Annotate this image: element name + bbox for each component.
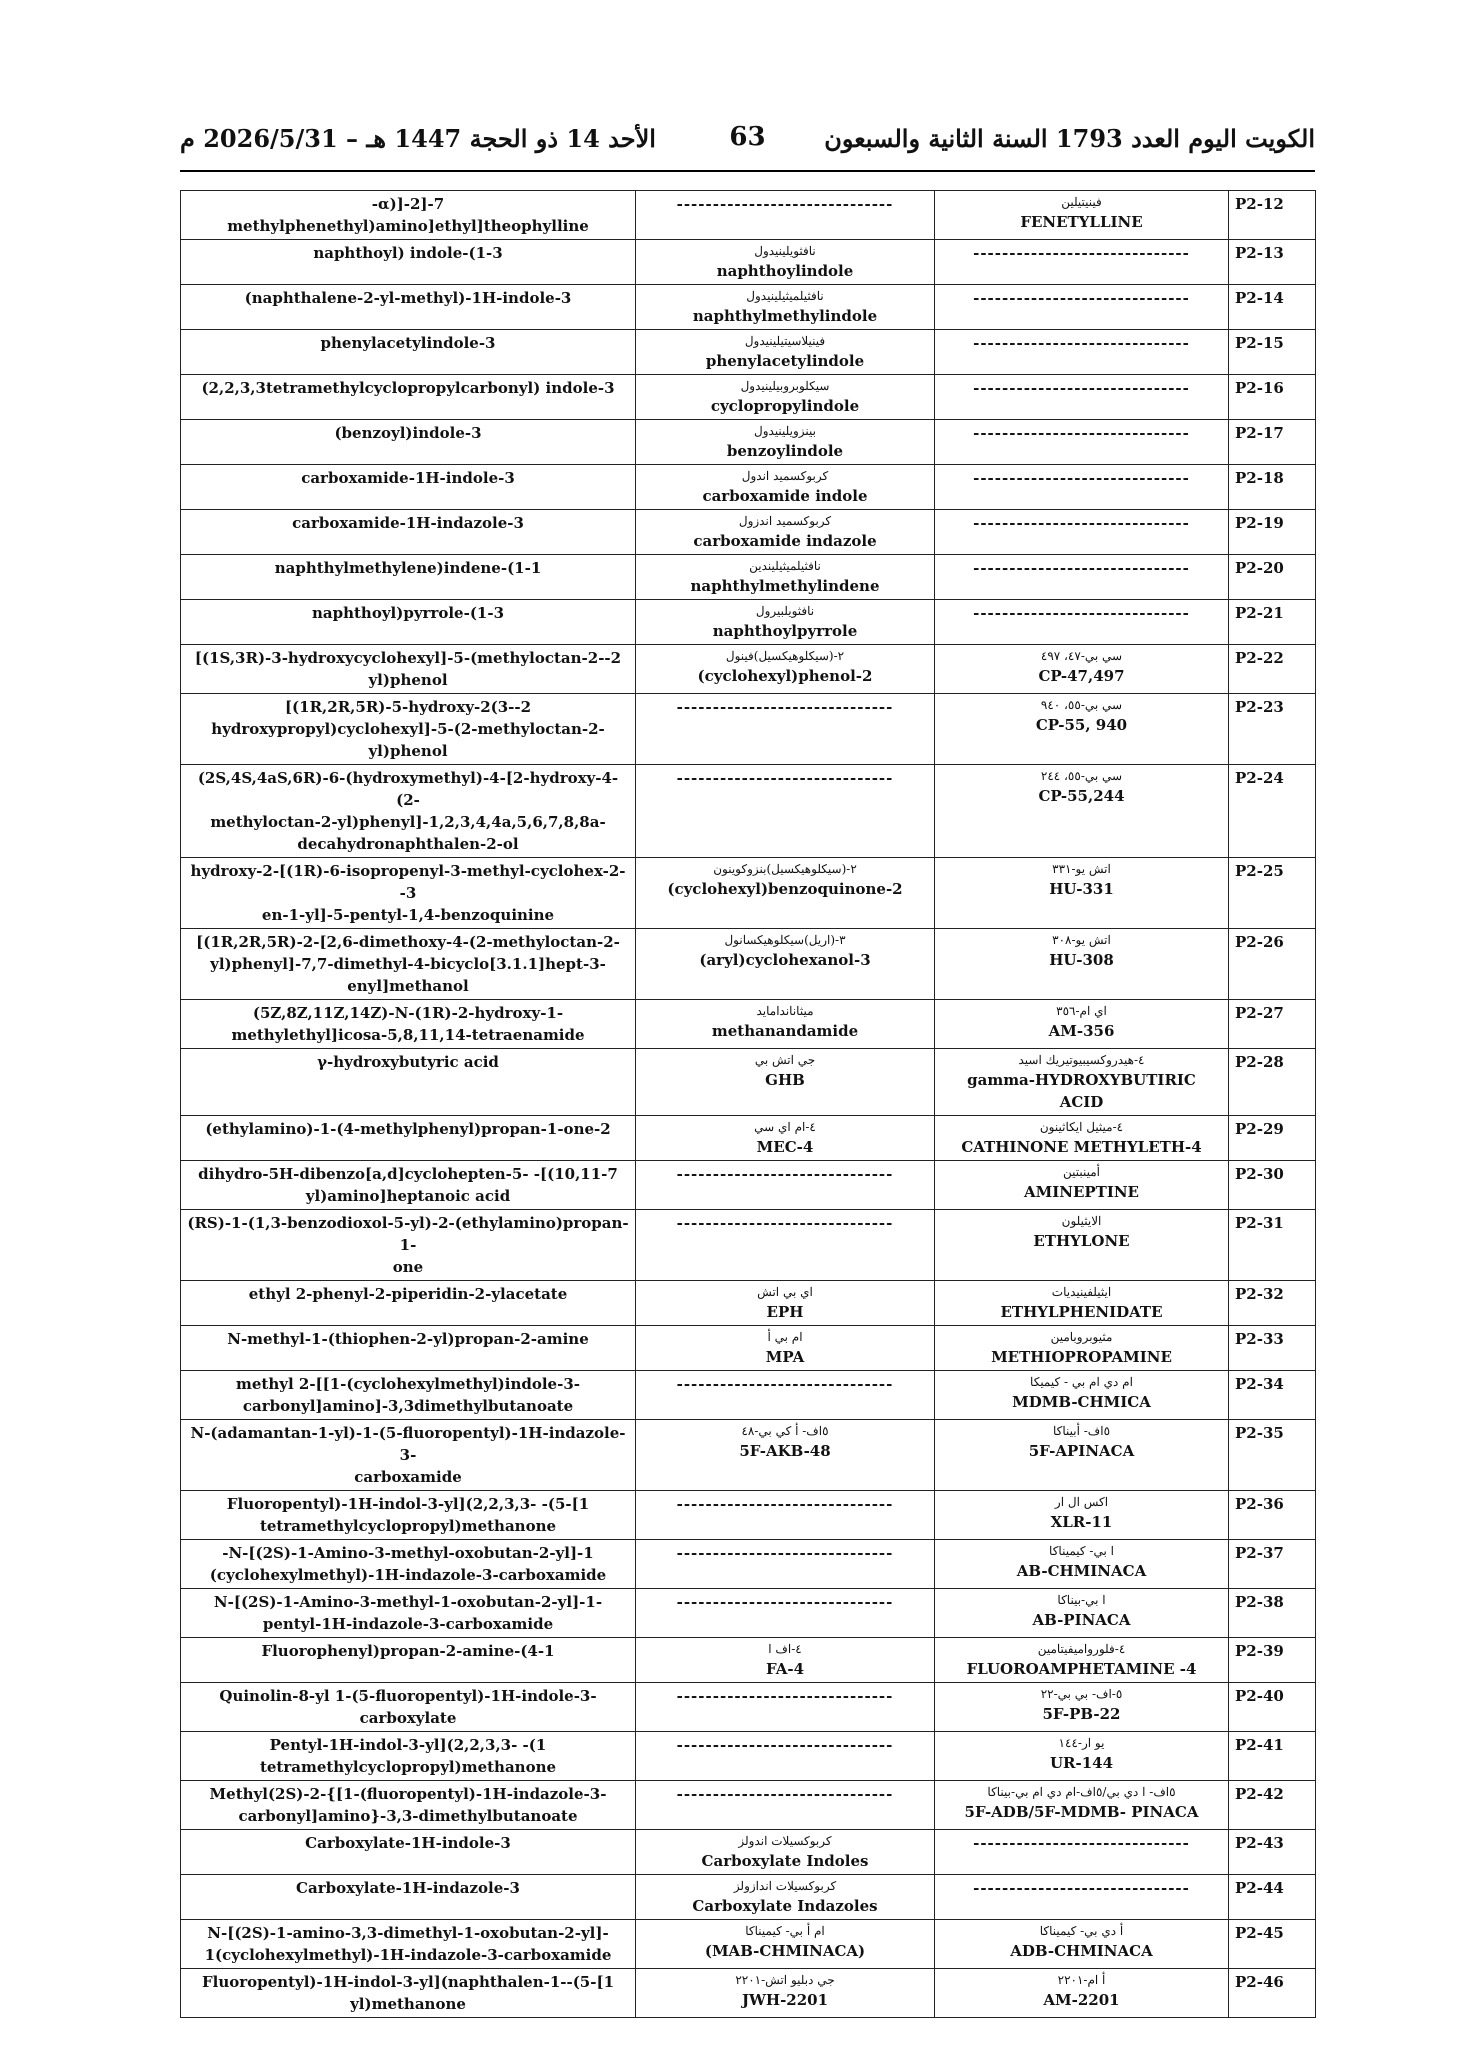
international-name-empty-dashes: ------------------------------: [935, 1830, 1229, 1875]
common-name-cell: [636, 1281, 935, 1326]
schedule-code-cell: P2-32: [1229, 1281, 1316, 1326]
common-name-english: (aryl)cyclohexanol-3: [699, 951, 871, 969]
schedule-code-cell: P2-38: [1229, 1589, 1316, 1638]
international-name-empty-dashes: ------------------------------: [935, 330, 1229, 375]
common-name-empty-dashes: ------------------------------: [636, 1161, 935, 1210]
common-name-empty-dashes: ------------------------------: [636, 1210, 935, 1281]
chemical-name-cell: N-(adamantan-1-yl)-1-(5-fluoropentyl)-1H-indazole-3- carboxamide: [181, 1420, 636, 1491]
international-name-cell: [935, 1326, 1229, 1371]
table-row: [181, 555, 1316, 600]
common-name-empty-dashes: ------------------------------: [636, 1732, 935, 1781]
international-name-english: CATHINONE METHYLETH-4: [961, 1138, 1202, 1156]
schedule-code-cell: P2-26: [1229, 929, 1316, 1000]
international-name-cell: [935, 1281, 1229, 1326]
international-name-arabic: اتش يو-٣٠٨: [1052, 933, 1111, 947]
common-name-arabic: ٤-ام اي سي: [754, 1120, 816, 1134]
international-name-cell: [935, 1049, 1229, 1116]
schedule-code-cell: P2-19: [1229, 510, 1316, 555]
schedule-code-cell: P2-43: [1229, 1830, 1316, 1875]
international-name-cell: [935, 765, 1229, 858]
common-name-english: Carboxylate Indazoles: [692, 1897, 878, 1915]
common-name-empty-dashes: ------------------------------: [636, 694, 935, 765]
international-name-arabic: يو ار-١٤٤: [1058, 1736, 1105, 1750]
schedule-code-cell: P2-44: [1229, 1875, 1316, 1920]
international-name-arabic: ٥-اف- بي بي-٢٢: [1040, 1687, 1123, 1701]
international-name-cell: [935, 1000, 1229, 1049]
schedule-code-cell: P2-13: [1229, 240, 1316, 285]
chemical-name-cell: N-[(2S)-1-Amino-3-methyl-1-oxobutan-2-yl]-1- pentyl-1H-indazole-3-carboxamide: [181, 1589, 636, 1638]
international-name-cell: [935, 1781, 1229, 1830]
common-name-empty-dashes: ------------------------------: [636, 191, 935, 240]
common-name-arabic: نافثيلميثيليندين: [749, 559, 821, 573]
chemical-name-cell: naphthylmethylene)indene-(1-1: [181, 555, 636, 600]
international-name-arabic: ا بي- كيميناكا: [1049, 1544, 1114, 1558]
common-name-english: 5F-AKB-48: [739, 1442, 831, 1460]
chemical-name-cell: naphthoyl) indole-(1-3: [181, 240, 636, 285]
schedule-code-cell: P2-23: [1229, 694, 1316, 765]
common-name-cell: [636, 929, 935, 1000]
common-name-arabic: ميثاناندامايد: [756, 1004, 814, 1018]
common-name-cell: [636, 1969, 935, 2018]
common-name-english: naphthoylindole: [716, 262, 854, 280]
international-name-empty-dashes: ------------------------------: [935, 285, 1229, 330]
international-name-cell: [935, 1683, 1229, 1732]
table-row: [181, 1781, 1316, 1830]
international-name-cell: [935, 645, 1229, 694]
common-name-cell: [636, 1875, 935, 1920]
common-name-english: cyclopropylindole: [710, 397, 860, 415]
table-row: [181, 929, 1316, 1000]
common-name-english: GHB: [765, 1071, 805, 1089]
common-name-arabic: ٢-(سيكلوهيكسيل)فينول: [725, 649, 845, 663]
common-name-arabic: نافثويلينيدول: [754, 244, 816, 258]
international-name-cell: [935, 858, 1229, 929]
international-name-cell: [935, 191, 1229, 240]
chemical-name-cell: (2S,4S,4aS,6R)-6-(hydroxymethyl)-4-[2-hydroxy-4-(2- methyloctan-2-yl)phenyl]-1,2,3,4,4a,5,6,7,8,8a- decahydronaphthalen-2-ol: [181, 765, 636, 858]
chemical-name-cell: Methyl(2S)-2-{[1-(fluoropentyl)-1H-indazole-3- carbonyl]amino}-3,3-dimethylbutanoate: [181, 1781, 636, 1830]
international-name-english: AB-PINACA: [1032, 1611, 1131, 1629]
common-name-arabic: ٤-اف ا: [768, 1642, 802, 1656]
schedule-code-cell: P2-46: [1229, 1969, 1316, 2018]
international-name-english: gamma-HYDROXYBUTIRIC ACID: [967, 1071, 1196, 1111]
common-name-english: (MAB-CHMINACA): [704, 1942, 866, 1960]
chemical-name-cell: (naphthalene-2-yl-methyl)-1H-indole-3: [181, 285, 636, 330]
international-name-arabic: ام دي ام بي - كيميكا: [1030, 1375, 1133, 1389]
chemical-name-cell: Fluorophenyl)propan-2-amine-(4-1: [181, 1638, 636, 1683]
international-name-english: 5F-ADB/5F-MDMB- PINACA: [964, 1803, 1199, 1821]
chemical-name-cell: (ethylamino)-1-(4-methylphenyl)propan-1-one-2: [181, 1116, 636, 1161]
schedule-code-cell: P2-25: [1229, 858, 1316, 929]
schedule-code-cell: P2-15: [1229, 330, 1316, 375]
common-name-cell: [636, 1830, 935, 1875]
international-name-cell: [935, 1638, 1229, 1683]
international-name-english: CP-55, 940: [1035, 716, 1128, 734]
international-name-empty-dashes: ------------------------------: [935, 375, 1229, 420]
table-row: [181, 1491, 1316, 1540]
schedule-code-cell: P2-30: [1229, 1161, 1316, 1210]
international-name-arabic: مثيوبروبامين: [1050, 1330, 1113, 1344]
international-name-english: XLR-11: [1050, 1513, 1113, 1531]
common-name-arabic: كربوكسميد اندزول: [738, 514, 832, 528]
schedule-code-cell: P2-12: [1229, 191, 1316, 240]
table-row: [181, 765, 1316, 858]
international-name-english: ETHYLONE: [1033, 1232, 1130, 1250]
chemical-name-cell: γ-hydroxybutyric acid: [181, 1049, 636, 1116]
schedule-code-cell: P2-37: [1229, 1540, 1316, 1589]
table-row: [181, 1638, 1316, 1683]
international-name-cell: [935, 1371, 1229, 1420]
common-name-cell: [636, 420, 935, 465]
common-name-empty-dashes: ------------------------------: [636, 1540, 935, 1589]
common-name-empty-dashes: ------------------------------: [636, 1491, 935, 1540]
common-name-arabic: كربوكسميد اندول: [741, 469, 829, 483]
common-name-arabic: بينزويلينيدول: [754, 424, 816, 438]
chemical-name-cell: Fluoropentyl)-1H-indol-3-yl](2,2,3,3- -(5-[1 tetramethylcyclopropyl)methanone: [181, 1491, 636, 1540]
chemical-name-cell: phenylacetylindole-3: [181, 330, 636, 375]
schedule-code-cell: P2-20: [1229, 555, 1316, 600]
common-name-english: (cyclohexyl)benzoquinone-2: [667, 880, 903, 898]
table-row: [181, 858, 1316, 929]
common-name-cell: [636, 375, 935, 420]
international-name-arabic: اتش يو-٣٣١: [1052, 862, 1111, 876]
schedule-code-cell: P2-27: [1229, 1000, 1316, 1049]
international-name-arabic: اي ام-٣٥٦: [1056, 1004, 1107, 1018]
chemical-name-cell: dihydro-5H-dibenzo[a,d]cyclohepten-5- -[(10,11-7 yl)amino]heptanoic acid: [181, 1161, 636, 1210]
header-publication: الكويت اليوم العدد 1793 السنة الثانية والسبعون: [824, 124, 1315, 153]
table-row: [181, 645, 1316, 694]
international-name-cell: [935, 1589, 1229, 1638]
international-name-empty-dashes: ------------------------------: [935, 510, 1229, 555]
common-name-cell: [636, 330, 935, 375]
international-name-arabic: ا بي-بيناكا: [1057, 1593, 1106, 1607]
schedule-code-cell: P2-31: [1229, 1210, 1316, 1281]
international-name-cell: [935, 1491, 1229, 1540]
table-row: [181, 1371, 1316, 1420]
international-name-arabic: اكس ال ار: [1054, 1495, 1109, 1509]
schedule-code-cell: P2-16: [1229, 375, 1316, 420]
chemical-name-cell: Pentyl-1H-indol-3-yl](2,2,3,3- -(1 tetramethylcyclopropyl)methanone: [181, 1732, 636, 1781]
international-name-cell: [935, 1161, 1229, 1210]
common-name-arabic: جي اتش بي: [754, 1053, 816, 1067]
common-name-english: carboxamide indole: [702, 487, 868, 505]
common-name-cell: [636, 645, 935, 694]
chemical-name-cell: [(1R,2R,5R)-5-hydroxy-2(3--2 hydroxypropyl)cyclohexyl]-5-(2-methyloctan-2- yl)phenol: [181, 694, 636, 765]
common-name-arabic: نافثويلبيرول: [755, 604, 815, 618]
common-name-arabic: جي دبليو اتش-٢٢٠١: [735, 1973, 835, 1987]
common-name-cell: [636, 465, 935, 510]
common-name-empty-dashes: ------------------------------: [636, 1683, 935, 1732]
international-name-cell: [935, 1732, 1229, 1781]
schedule-code-cell: P2-14: [1229, 285, 1316, 330]
chemical-name-cell: carboxamide-1H-indazole-3: [181, 510, 636, 555]
international-name-empty-dashes: ------------------------------: [935, 465, 1229, 510]
schedule-code-cell: P2-35: [1229, 1420, 1316, 1491]
international-name-english: 5F-APINACA: [1028, 1442, 1135, 1460]
international-name-arabic: سي بي-٥٥، ٢٤٤: [1040, 769, 1123, 783]
international-name-arabic: سي بي-٥٥، ٩٤٠: [1040, 698, 1123, 712]
table-row: [181, 1732, 1316, 1781]
table-row: [181, 1875, 1316, 1920]
international-name-arabic: ٥اف- ا دي بي/٥اف-ام دي ام بي-بيناكا: [987, 1785, 1176, 1799]
table-row: [181, 330, 1316, 375]
common-name-arabic: ٢-(سيكلوهيكسيل)بنزوكوينون: [713, 862, 857, 876]
chemical-name-cell: N-methyl-1-(thiophen-2-yl)propan-2-amine: [181, 1326, 636, 1371]
common-name-cell: [636, 510, 935, 555]
table-row: [181, 1326, 1316, 1371]
international-name-english: FLUOROAMPHETAMINE -4: [966, 1660, 1197, 1678]
table-row: [181, 465, 1316, 510]
international-name-cell: [935, 1920, 1229, 1969]
common-name-english: benzoylindole: [726, 442, 844, 460]
chemical-name-cell: ethyl 2-phenyl-2-piperidin-2-ylacetate: [181, 1281, 636, 1326]
common-name-cell: [636, 1638, 935, 1683]
international-name-cell: [935, 1969, 1229, 2018]
chemical-name-cell: naphthoyl)pyrrole-(1-3: [181, 600, 636, 645]
international-name-cell: [935, 694, 1229, 765]
international-name-english: CP-55,244: [1038, 787, 1125, 805]
common-name-english: MEC-4: [756, 1138, 814, 1156]
schedule-code-cell: P2-29: [1229, 1116, 1316, 1161]
international-name-empty-dashes: ------------------------------: [935, 420, 1229, 465]
chemical-name-cell: (2,2,3,3tetramethylcyclopropylcarbonyl) indole-3: [181, 375, 636, 420]
chemical-name-cell: Fluoropentyl)-1H-indol-3-yl](naphthalen-1--(5-[1 yl)methanone: [181, 1969, 636, 2018]
common-name-english: methanandamide: [711, 1022, 859, 1040]
international-name-english: CP-47,497: [1038, 667, 1125, 685]
chemical-name-cell: Quinolin-8-yl 1-(5-fluoropentyl)-1H-indole-3- carboxylate: [181, 1683, 636, 1732]
common-name-english: JWH-2201: [741, 1991, 829, 2009]
international-name-cell: [935, 929, 1229, 1000]
table-row: [181, 1969, 1316, 2018]
international-name-arabic: أمينبتين: [1062, 1165, 1100, 1179]
international-name-empty-dashes: ------------------------------: [935, 240, 1229, 285]
schedule-code-cell: P2-39: [1229, 1638, 1316, 1683]
chemical-name-cell: Carboxylate-1H-indole-3: [181, 1830, 636, 1875]
international-name-english: ETHYLPHENIDATE: [1000, 1303, 1163, 1321]
schedule-code-cell: P2-18: [1229, 465, 1316, 510]
common-name-arabic: ٥اف- أ كي بي-٤٨: [741, 1424, 829, 1438]
international-name-english: MDMB-CHMICA: [1012, 1393, 1151, 1411]
table-row: [181, 420, 1316, 465]
international-name-english: HU-308: [1049, 951, 1114, 969]
common-name-arabic: ام بي أ: [767, 1330, 803, 1344]
table-row: [181, 1830, 1316, 1875]
international-name-arabic: ٥اف- أبيناكا: [1052, 1424, 1111, 1438]
international-name-arabic: أ ام-٢٢٠١: [1057, 1973, 1106, 1987]
international-name-english: AM-356: [1048, 1022, 1115, 1040]
table-row: [181, 1589, 1316, 1638]
schedule-code-cell: P2-40: [1229, 1683, 1316, 1732]
common-name-cell: [636, 1920, 935, 1969]
table-row: [181, 1540, 1316, 1589]
international-name-empty-dashes: ------------------------------: [935, 555, 1229, 600]
header-rule: [180, 170, 1315, 172]
common-name-english: carboxamide indazole: [693, 532, 877, 550]
international-name-english: 5F-PB-22: [1042, 1705, 1121, 1723]
common-name-english: (cyclohexyl)phenol-2: [697, 667, 873, 685]
table-row: [181, 1420, 1316, 1491]
international-name-english: AM-2201: [1043, 1991, 1120, 2009]
chemical-name-cell: [(1R,2R,5R)-2-[2,6-dimethoxy-4-(2-methyloctan-2- yl)phenyl]-7,7-dimethyl-4-bicyclo[3.1.1]hept-3- enyl]methanol: [181, 929, 636, 1000]
common-name-english: naphthylmethylindole: [692, 307, 878, 325]
schedule-code-cell: P2-21: [1229, 600, 1316, 645]
table-row: [181, 375, 1316, 420]
chemical-name-cell: -α)]-2]-7 methylphenethyl)amino]ethyl]theophylline: [181, 191, 636, 240]
common-name-english: FA-4: [765, 1660, 805, 1678]
international-name-arabic: ٤-ميثيل ايكاثينون: [1039, 1120, 1124, 1134]
international-name-arabic: ٤-هيدروكسيبيوتيريك اسيد: [1018, 1053, 1145, 1067]
schedule-code-cell: P2-28: [1229, 1049, 1316, 1116]
table-row: [181, 694, 1316, 765]
international-name-arabic: الايثيلون: [1061, 1214, 1102, 1228]
international-name-arabic: ٤-فلورواميفيتامين: [1037, 1642, 1126, 1656]
schedule-code-cell: P2-24: [1229, 765, 1316, 858]
schedule-code-cell: P2-45: [1229, 1920, 1316, 1969]
common-name-english: naphthoylpyrrole: [712, 622, 858, 640]
international-name-english: FENETYLLINE: [1020, 213, 1143, 231]
common-name-empty-dashes: ------------------------------: [636, 1781, 935, 1830]
table-row: [181, 1161, 1316, 1210]
international-name-cell: [935, 1210, 1229, 1281]
common-name-arabic: كربوكسيلات اندولز: [738, 1834, 832, 1848]
table-row: [181, 1281, 1316, 1326]
chemical-name-cell: methyl 2-[[1-(cyclohexylmethyl)indole-3- carbonyl]amino]-3,3dimethylbutanoate: [181, 1371, 636, 1420]
table-row: [181, 510, 1316, 555]
international-name-cell: [935, 1116, 1229, 1161]
common-name-arabic: سيكلوبروبيلينيدول: [740, 379, 830, 393]
schedule-code-cell: P2-33: [1229, 1326, 1316, 1371]
international-name-english: METHIOPROPAMINE: [991, 1348, 1172, 1366]
common-name-arabic: اي بي اتش: [757, 1285, 813, 1299]
common-name-cell: [636, 1049, 935, 1116]
international-name-arabic: فينيتيلين: [1061, 195, 1102, 209]
common-name-empty-dashes: ------------------------------: [636, 1589, 935, 1638]
drug-schedule-table: [180, 190, 1316, 2018]
table-row: [181, 1210, 1316, 1281]
common-name-cell: [636, 240, 935, 285]
chemical-name-cell: Carboxylate-1H-indazole-3: [181, 1875, 636, 1920]
schedule-code-cell: P2-41: [1229, 1732, 1316, 1781]
common-name-english: phenylacetylindole: [705, 352, 865, 370]
international-name-arabic: أ دي بي- كيميناكا: [1039, 1924, 1124, 1938]
chemical-name-cell: N-[(2S)-1-amino-3,3-dimethyl-1-oxobutan-2-yl]- 1(cyclohexylmethyl)-1H-indazole-3-carboxamide: [181, 1920, 636, 1969]
schedule-code-cell: P2-17: [1229, 420, 1316, 465]
international-name-cell: [935, 1420, 1229, 1491]
common-name-cell: [636, 285, 935, 330]
common-name-cell: [636, 555, 935, 600]
common-name-arabic: فينيلاسيتيلينيدول: [744, 334, 826, 348]
common-name-arabic: ام أ بي- كيميناكا: [745, 1924, 825, 1938]
common-name-arabic: نافثيلميثيلينيدول: [746, 289, 824, 303]
chemical-name-cell: carboxamide-1H-indole-3: [181, 465, 636, 510]
page-number: 63: [729, 122, 766, 152]
table-row: [181, 240, 1316, 285]
schedule-code-cell: P2-34: [1229, 1371, 1316, 1420]
international-name-arabic: ايثيلفينيديات: [1051, 1285, 1112, 1299]
common-name-english: MPA: [765, 1348, 805, 1366]
schedule-code-cell: P2-36: [1229, 1491, 1316, 1540]
table-row: [181, 1683, 1316, 1732]
international-name-english: AB-CHMINACA: [1016, 1562, 1147, 1580]
international-name-arabic: سي بي-٤٧، ٤٩٧: [1040, 649, 1123, 663]
chemical-name-cell: (5Z,8Z,11Z,14Z)-N-(1R)-2-hydroxy-1- methylethyl]icosa-5,8,11,14-tetraenamide: [181, 1000, 636, 1049]
table-row: [181, 285, 1316, 330]
common-name-english: Carboxylate Indoles: [701, 1852, 869, 1870]
common-name-cell: [636, 1116, 935, 1161]
schedule-code-cell: P2-42: [1229, 1781, 1316, 1830]
international-name-english: UR-144: [1049, 1754, 1114, 1772]
common-name-cell: [636, 1000, 935, 1049]
international-name-english: HU-331: [1049, 880, 1114, 898]
international-name-english: ADB-CHMINACA: [1010, 1942, 1153, 1960]
common-name-cell: [636, 1420, 935, 1491]
common-name-cell: [636, 858, 935, 929]
chemical-name-cell: -N-[(2S)-1-Amino-3-methyl-oxobutan-2-yl]-1 (cyclohexylmethyl)-1H-indazole-3-carboxamide: [181, 1540, 636, 1589]
header-date: الأحد 14 ذو الحجة 1447 هـ – 2026/5/31 م: [180, 124, 656, 153]
common-name-arabic: كربوكسيلات اندازولز: [733, 1879, 837, 1893]
page-header: [180, 120, 1315, 168]
common-name-english: naphthylmethylindene: [690, 577, 880, 595]
international-name-english: AMINEPTINE: [1023, 1183, 1139, 1201]
table-row: [181, 1049, 1316, 1116]
chemical-name-cell: hydroxy-2-[(1R)-6-isopropenyl-3-methyl-cyclohex-2--3 en-1-yl]-5-pentyl-1,4-benzoquinine: [181, 858, 636, 929]
common-name-empty-dashes: ------------------------------: [636, 765, 935, 858]
common-name-cell: [636, 1326, 935, 1371]
common-name-cell: [636, 600, 935, 645]
table-row: [181, 191, 1316, 240]
table-row: [181, 1920, 1316, 1969]
table-row: [181, 600, 1316, 645]
international-name-empty-dashes: ------------------------------: [935, 600, 1229, 645]
chemical-name-cell: (RS)-1-(1,3-benzodioxol-5-yl)-2-(ethylamino)propan-1- one: [181, 1210, 636, 1281]
common-name-english: EPH: [766, 1303, 804, 1321]
common-name-arabic: ٣-(اريل)سيكلوهيكسانول: [724, 933, 846, 947]
international-name-cell: [935, 1540, 1229, 1589]
table-row: [181, 1000, 1316, 1049]
schedule-code-cell: P2-22: [1229, 645, 1316, 694]
table-row: [181, 1116, 1316, 1161]
chemical-name-cell: [(1S,3R)-3-hydroxycyclohexyl]-5-(methyloctan-2--2 yl)phenol: [181, 645, 636, 694]
common-name-empty-dashes: ------------------------------: [636, 1371, 935, 1420]
chemical-name-cell: (benzoyl)indole-3: [181, 420, 636, 465]
international-name-empty-dashes: ------------------------------: [935, 1875, 1229, 1920]
